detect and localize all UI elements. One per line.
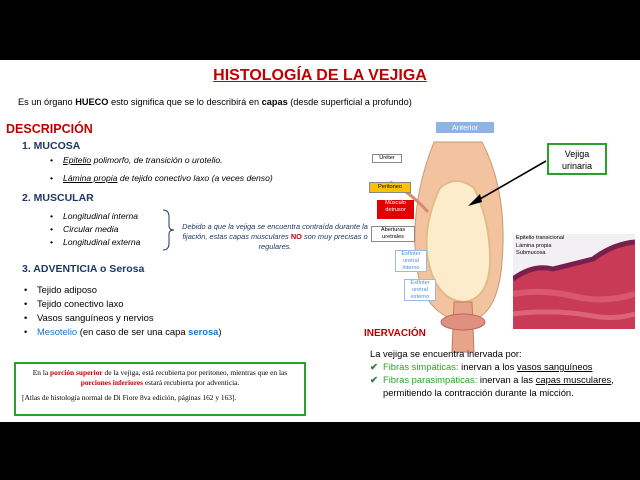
micro-label: Epitelio transicional [516,235,565,241]
mucosa-heading: 1. MUCOSA [22,140,81,152]
list-item: • Lámina propia de tejido conectivo laxo (a veces denso) [50,172,273,185]
intro-bold-hueco: HUECO [75,97,109,107]
vejiga-urinaria-label: Vejiga urinaria [547,143,607,175]
micro-label: Lámina propia [516,242,552,249]
brace-icon [160,209,176,251]
musculo-detrusor-label: Músculo detrusor [377,200,414,219]
micrograph-labels [516,235,564,258]
intro-part: esto significa que se lo describirá en [108,97,262,107]
anterior-label: Anterior [436,122,494,133]
micrograph-image [513,234,635,329]
inervacion-body [370,347,636,399]
check-icon: ✔ [370,374,378,385]
intro-bold-capas: capas [261,97,288,107]
muscular-note: Debido a que la vejiga se encuentra contraída durante la fijación, estas capas musculares NO son muy precisas o regulares. [182,222,368,251]
muscular-list [50,210,140,249]
list-item: ✔ Fibras parasimpáticas: inervan a las capas musculares, permitiendo la contracción durante la micción. [370,374,614,398]
micro-label: Submucosa [516,250,546,257]
page-title: HISTOLOGÍA DE LA VEJIGA [213,67,427,84]
arrow-icon [466,158,550,210]
list-item: • Tejido adiposo [24,283,222,297]
intro-part: (desde superficial a profundo) [287,97,412,107]
list-item: • Vasos sanguíneos y nervios [24,311,222,325]
list-item: • Mesotelio (en caso de ser una capa serosa) [24,325,222,339]
list-item: • Epitelio polimorfo, de transición o urotelio. [50,154,273,167]
description-heading: DESCRIPCIÓN [6,122,93,136]
list-item: • Tejido conectivo laxo [24,297,222,311]
esfinter-externo-label: Esfínter uretral externo [404,279,436,301]
esfinter-interno-label: Esfínter uretral interno [395,250,427,272]
list-item: • Longitudinal interna [50,210,140,223]
ureter-label: Uréter [372,154,402,163]
list-item: • Circular media [50,223,140,236]
note-box-text: En la porción superior de la vejiga, está recubierta por peritoneo, mientras que en las porciones inferiores estará recubierta por adventicia. [32,368,288,387]
peritoneo-label: Peritoneo [369,182,411,193]
slide [0,60,640,422]
note-box-reference: [Atlas de histología normal de Di Fiore 8va edición, páginas 162 y 163]. [22,393,237,402]
inervacion-intro: La vejiga se encuentra inervada por: [370,348,522,359]
mucosa-list [50,154,273,185]
note-box [14,362,306,416]
intro-part: Es un órgano [18,97,76,107]
inervacion-heading: INERVACIÓN [364,328,426,339]
list-item: ✔ Fibras simpáticas: inervan a los vasos sanguíneos [370,361,593,372]
check-icon: ✔ [370,361,378,372]
intro-text [18,97,412,107]
adventicia-list [24,283,222,339]
adventicia-heading: 3. ADVENTICIA o Serosa [22,263,145,275]
muscular-heading: 2. MUSCULAR [22,192,94,204]
list-item: • Longitudinal externa [50,236,140,249]
aberturas-uretrales-label: Aberturas uretrales [371,226,415,242]
